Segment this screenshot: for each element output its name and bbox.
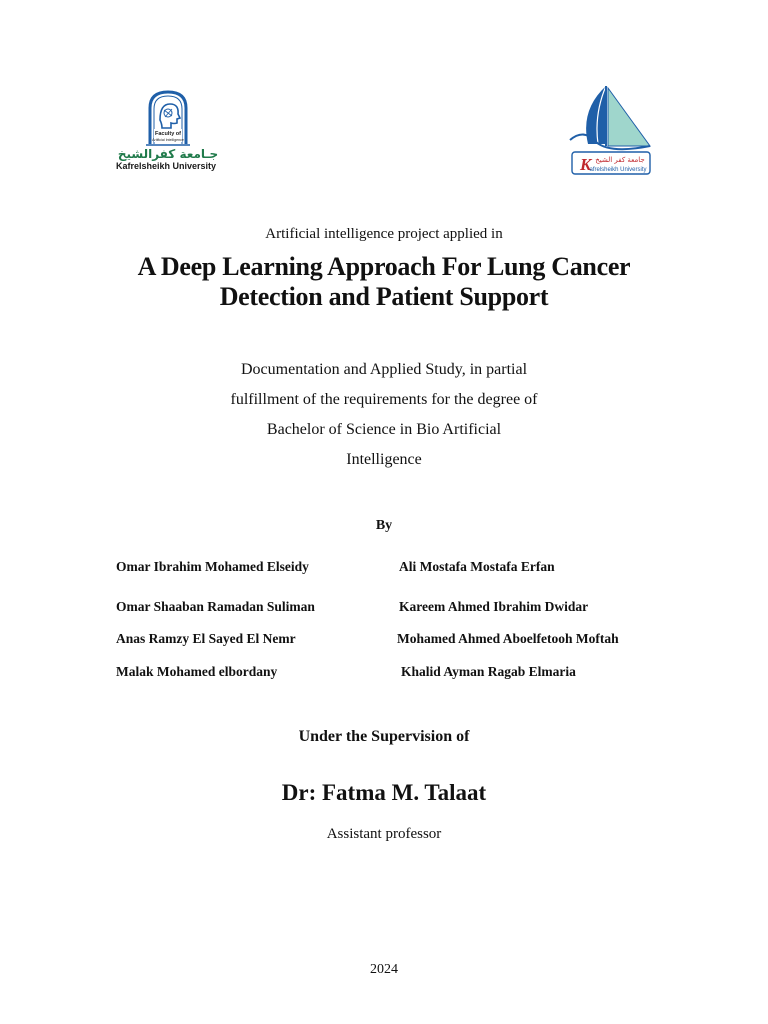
- svg-text:K: K: [580, 155, 592, 174]
- author-name: Omar Shaaban Ramadan Suliman: [116, 599, 315, 614]
- svg-text:جـامعة كفرالشيخ: جـامعة كفرالشيخ: [117, 147, 219, 161]
- author-name: Omar Ibrahim Mohamed Elseidy: [116, 559, 309, 574]
- degree-line-1: Documentation and Applied Study, in partial: [240, 361, 528, 378]
- author-name: Mohamed Ahmed Aboelfetooh Moftah: [397, 631, 619, 646]
- title-line-2: Detection and Patient Support: [219, 282, 549, 311]
- project-intro-line: Artificial intelligence project applied in: [265, 226, 503, 242]
- author-name: Ali Mostafa Mostafa Erfan: [399, 559, 555, 574]
- university-logo: [566, 84, 654, 178]
- supervisor-name: Dr: Fatma M. Talaat: [281, 780, 487, 805]
- kafrelsheikh-sail-logo-icon: [566, 84, 654, 178]
- degree-line-3: Bachelor of Science in Bio Artificial: [266, 421, 502, 438]
- faculty-logo: [116, 86, 220, 178]
- author-name: Malak Mohamed elbordany: [116, 664, 278, 679]
- degree-statement: [0, 355, 768, 475]
- by-label: By: [375, 518, 393, 533]
- svg-text:afrelsheikh University: afrelsheikh University: [589, 167, 647, 173]
- svg-text:Faculty of: Faculty of: [155, 131, 181, 137]
- svg-text:جامعة كفر الشيخ: جامعة كفر الشيخ: [595, 156, 645, 164]
- title-line-1: A Deep Learning Approach For Lung Cancer: [137, 252, 631, 281]
- document-title: [0, 252, 768, 312]
- degree-line-4: Intelligence: [346, 451, 422, 468]
- svg-text:Artificial Intelligence: Artificial Intelligence: [152, 138, 184, 142]
- faculty-ai-logo-icon: [116, 86, 220, 162]
- supervisor-position: Assistant professor: [326, 826, 442, 842]
- degree-line-2: fulfillment of the requirements for the degree of: [230, 391, 538, 408]
- author-name: Anas Ramzy El Sayed El Nemr: [116, 631, 296, 646]
- supervision-label: Under the Supervision of: [298, 728, 470, 745]
- author-name: Khalid Ayman Ragab Elmaria: [401, 664, 576, 679]
- author-name: Kareem Ahmed Ibrahim Dwidar: [399, 599, 589, 614]
- document-year: 2024: [370, 962, 398, 977]
- university-name-en: Kafrelsheikh University: [116, 161, 217, 171]
